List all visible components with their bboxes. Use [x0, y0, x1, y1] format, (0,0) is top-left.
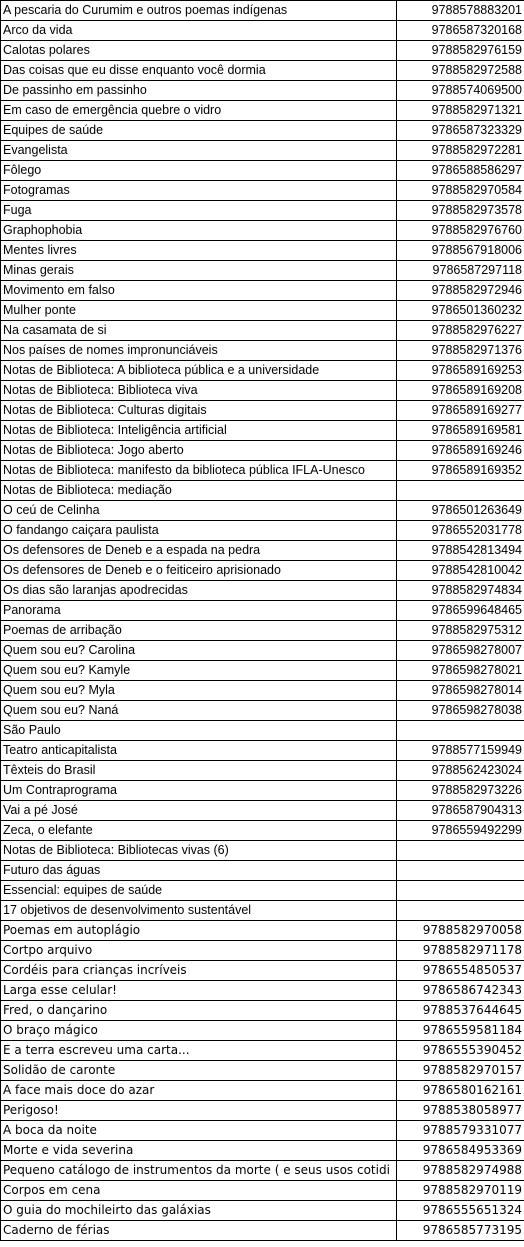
isbn-cell[interactable]: 9788582970119: [397, 1181, 524, 1201]
title-cell[interactable]: Poemas em autoplágio: [1, 921, 397, 941]
title-cell[interactable]: Mentes livres: [1, 241, 397, 261]
table-row: [1, 501, 524, 521]
table-row: [1, 1041, 524, 1061]
table-row: [1, 461, 524, 481]
title-cell[interactable]: Vai a pé José: [1, 801, 397, 821]
isbn-cell[interactable]: 9786587320168: [397, 21, 524, 41]
isbn-cell[interactable]: 9786555390452: [397, 1041, 524, 1061]
table-row: [1, 481, 524, 501]
isbn-cell[interactable]: 9788574069500: [397, 81, 524, 101]
title-cell[interactable]: Calotas polares: [1, 41, 397, 61]
title-cell[interactable]: A boca da noite: [1, 1121, 397, 1141]
title-cell[interactable]: Larga esse celular!: [1, 981, 397, 1001]
isbn-cell[interactable]: 9788582970584: [397, 181, 524, 201]
isbn-cell[interactable]: [397, 481, 524, 501]
isbn-cell[interactable]: 9786588586297: [397, 161, 524, 181]
title-cell[interactable]: Mulher ponte: [1, 301, 397, 321]
title-cell[interactable]: Têxteis do Brasil: [1, 761, 397, 781]
isbn-cell[interactable]: 9788562423024: [397, 761, 524, 781]
isbn-cell[interactable]: 9786589169253: [397, 361, 524, 381]
isbn-cell[interactable]: 9786501360232: [397, 301, 524, 321]
title-cell[interactable]: Zeca, o elefante: [1, 821, 397, 841]
title-cell[interactable]: Movimento em falso: [1, 281, 397, 301]
table-row: [1, 1221, 524, 1241]
title-cell[interactable]: Quem sou eu? Naná: [1, 701, 397, 721]
table-row: [1, 1001, 524, 1021]
table-row: [1, 601, 524, 621]
isbn-cell[interactable]: 9788582973226: [397, 781, 524, 801]
isbn-cell[interactable]: 9788582974834: [397, 581, 524, 601]
table-row: [1, 1181, 524, 1201]
table-row: [1, 901, 524, 921]
table-row: [1, 521, 524, 541]
table-row: [1, 261, 524, 281]
isbn-cell[interactable]: [397, 841, 524, 861]
isbn-cell[interactable]: 9788582970157: [397, 1061, 524, 1081]
title-cell[interactable]: Notas de Biblioteca: Culturas digitais: [1, 401, 397, 421]
table-row: [1, 321, 524, 341]
title-cell[interactable]: Notas de Biblioteca: A biblioteca pública e a universidade: [1, 361, 397, 381]
table-row: [1, 21, 524, 41]
table-row: [1, 761, 524, 781]
isbn-cell[interactable]: 9786598278021: [397, 661, 524, 681]
isbn-cell[interactable]: 9788538058977: [397, 1101, 524, 1121]
table-row: [1, 1, 524, 21]
table-row: [1, 161, 524, 181]
table-row: [1, 341, 524, 361]
isbn-cell[interactable]: 9788542810042: [397, 561, 524, 581]
isbn-cell[interactable]: 9788582971178: [397, 941, 524, 961]
table-row: [1, 221, 524, 241]
table-row: [1, 361, 524, 381]
table-row: [1, 121, 524, 141]
title-cell[interactable]: Quem sou eu? Myla: [1, 681, 397, 701]
isbn-cell[interactable]: 9786552031778: [397, 521, 524, 541]
isbn-cell[interactable]: 9786555651324: [397, 1201, 524, 1221]
isbn-cell[interactable]: [397, 901, 524, 921]
title-cell[interactable]: Na casamata de si: [1, 321, 397, 341]
title-cell[interactable]: A face mais doce do azar: [1, 1081, 397, 1101]
title-cell[interactable]: Graphophobia: [1, 221, 397, 241]
table-row: [1, 421, 524, 441]
table-row: [1, 241, 524, 261]
title-cell[interactable]: Notas de Biblioteca: mediação: [1, 481, 397, 501]
title-cell[interactable]: Notas de Biblioteca: Bibliotecas vivas (6): [1, 841, 397, 861]
table-row: [1, 281, 524, 301]
table-row: [1, 541, 524, 561]
isbn-cell[interactable]: 9788582976760: [397, 221, 524, 241]
table-row: [1, 821, 524, 841]
title-cell[interactable]: Morte e vida severina: [1, 1141, 397, 1161]
table-row: [1, 581, 524, 601]
title-cell[interactable]: Quem sou eu? Carolina: [1, 641, 397, 661]
isbn-cell[interactable]: 9786587323329: [397, 121, 524, 141]
table-row: [1, 721, 524, 741]
isbn-cell[interactable]: 9788582972588: [397, 61, 524, 81]
isbn-cell[interactable]: 9786559581184: [397, 1021, 524, 1041]
table-row: [1, 1141, 524, 1161]
isbn-cell[interactable]: 9786587904313: [397, 801, 524, 821]
isbn-cell[interactable]: 9788582975312: [397, 621, 524, 641]
title-cell[interactable]: Fred, o dançarino: [1, 1001, 397, 1021]
table-row: [1, 1101, 524, 1121]
table-row: [1, 681, 524, 701]
isbn-cell[interactable]: 9786554850537: [397, 961, 524, 981]
isbn-cell[interactable]: 9788537644645: [397, 1001, 524, 1021]
title-cell[interactable]: São Paulo: [1, 721, 397, 741]
isbn-cell[interactable]: 9788582971321: [397, 101, 524, 121]
isbn-cell[interactable]: 9786589169246: [397, 441, 524, 461]
table-body: [1, 1, 524, 1241]
title-cell[interactable]: Notas de Biblioteca: Biblioteca viva: [1, 381, 397, 401]
isbn-cell[interactable]: 9786589169352: [397, 461, 524, 481]
title-cell[interactable]: Equipes de saúde: [1, 121, 397, 141]
title-cell[interactable]: Notas de Biblioteca: Jogo aberto: [1, 441, 397, 461]
isbn-cell[interactable]: 9786598278038: [397, 701, 524, 721]
isbn-cell[interactable]: 9788567918006: [397, 241, 524, 261]
title-cell[interactable]: A pescaria do Curumim e outros poemas indígenas: [1, 1, 397, 21]
isbn-cell[interactable]: 9786589169277: [397, 401, 524, 421]
isbn-cell[interactable]: 9786580162161: [397, 1081, 524, 1101]
table-row: [1, 1061, 524, 1081]
title-cell[interactable]: De passinho em passinho: [1, 81, 397, 101]
table-row: [1, 1161, 524, 1181]
title-cell[interactable]: Os defensores de Deneb e a espada na pedra: [1, 541, 397, 561]
title-cell[interactable]: Os dias são laranjas apodrecidas: [1, 581, 397, 601]
isbn-cell[interactable]: 9788582973578: [397, 201, 524, 221]
isbn-cell[interactable]: 9788582971376: [397, 341, 524, 361]
isbn-cell[interactable]: 9786599648465: [397, 601, 524, 621]
table-row: [1, 741, 524, 761]
table-row: [1, 141, 524, 161]
table-row: [1, 401, 524, 421]
table-row: [1, 621, 524, 641]
title-cell[interactable]: Um Contraprograma: [1, 781, 397, 801]
table-row: [1, 101, 524, 121]
table-row: [1, 881, 524, 901]
title-cell[interactable]: Minas gerais: [1, 261, 397, 281]
table-row: [1, 561, 524, 581]
table-row: [1, 981, 524, 1001]
isbn-cell[interactable]: 9786598278014: [397, 681, 524, 701]
isbn-cell[interactable]: 9786559492299: [397, 821, 524, 841]
title-cell[interactable]: Essencial: equipes de saúde: [1, 881, 397, 901]
title-cell[interactable]: Fotogramas: [1, 181, 397, 201]
table-row: [1, 841, 524, 861]
title-cell[interactable]: Fôlego: [1, 161, 397, 181]
isbn-cell[interactable]: [397, 721, 524, 741]
title-cell[interactable]: Perigoso!: [1, 1101, 397, 1121]
title-cell[interactable]: Cordéis para crianças incríveis: [1, 961, 397, 981]
title-cell[interactable]: Arco da vida: [1, 21, 397, 41]
isbn-cell[interactable]: 9788578883201: [397, 1, 524, 21]
isbn-cell[interactable]: 9788582976227: [397, 321, 524, 341]
table-row: [1, 961, 524, 981]
title-cell[interactable]: O ceú de Celinha: [1, 501, 397, 521]
table-row: [1, 61, 524, 81]
table-row: [1, 1121, 524, 1141]
isbn-cell[interactable]: 9786586742343: [397, 981, 524, 1001]
table-row: [1, 201, 524, 221]
table-row: [1, 801, 524, 821]
table-row: [1, 661, 524, 681]
title-cell[interactable]: Corpos em cena: [1, 1181, 397, 1201]
title-cell[interactable]: Quem sou eu? Kamyle: [1, 661, 397, 681]
isbn-cell[interactable]: 9788542813494: [397, 541, 524, 561]
title-cell[interactable]: O guia do mochileirto das galáxias: [1, 1201, 397, 1221]
isbn-cell[interactable]: [397, 881, 524, 901]
table-row: [1, 921, 524, 941]
title-cell[interactable]: Panorama: [1, 601, 397, 621]
isbn-cell[interactable]: 9786589169208: [397, 381, 524, 401]
title-cell[interactable]: Pequeno catálogo de instrumentos da morte ( e seus usos cotidi: [1, 1161, 397, 1181]
table-row: [1, 441, 524, 461]
table-row: [1, 1081, 524, 1101]
isbn-cell[interactable]: 9786501263649: [397, 501, 524, 521]
isbn-cell[interactable]: 9788582970058: [397, 921, 524, 941]
title-cell[interactable]: Teatro anticapitalista: [1, 741, 397, 761]
table-row: [1, 381, 524, 401]
table-row: [1, 1021, 524, 1041]
title-cell[interactable]: Em caso de emergência quebre o vidro: [1, 101, 397, 121]
isbn-cell[interactable]: 9788579331077: [397, 1121, 524, 1141]
title-cell[interactable]: O fandango caiçara paulista: [1, 521, 397, 541]
table-row: [1, 1201, 524, 1221]
title-cell[interactable]: Nos países de nomes impronunciáveis: [1, 341, 397, 361]
title-cell[interactable]: O braço mágico: [1, 1021, 397, 1041]
table-row: [1, 701, 524, 721]
title-cell[interactable]: Futuro das águas: [1, 861, 397, 881]
title-cell[interactable]: Solidão de caronte: [1, 1061, 397, 1081]
isbn-cell[interactable]: 9786589169581: [397, 421, 524, 441]
table-row: [1, 41, 524, 61]
title-cell[interactable]: Os defensores de Deneb e o feiticeiro aprisionado: [1, 561, 397, 581]
title-cell[interactable]: Notas de Biblioteca: Inteligência artificial: [1, 421, 397, 441]
title-cell[interactable]: Notas de Biblioteca: manifesto da biblioteca pública IFLA-Unesco: [1, 461, 397, 481]
title-cell[interactable]: Fuga: [1, 201, 397, 221]
table-row: [1, 301, 524, 321]
table-row: [1, 81, 524, 101]
isbn-cell[interactable]: 9786598278007: [397, 641, 524, 661]
isbn-cell[interactable]: 9788577159949: [397, 741, 524, 761]
title-cell[interactable]: E a terra escreveu uma carta...: [1, 1041, 397, 1061]
title-cell[interactable]: Poemas de arribação: [1, 621, 397, 641]
table-row: [1, 641, 524, 661]
isbn-cell[interactable]: [397, 861, 524, 881]
table-row: [1, 181, 524, 201]
isbn-cell[interactable]: 9788582976159: [397, 41, 524, 61]
title-cell[interactable]: Evangelista: [1, 141, 397, 161]
table-row: [1, 781, 524, 801]
title-cell[interactable]: Das coisas que eu disse enquanto você dormia: [1, 61, 397, 81]
isbn-cell[interactable]: 9786587297118: [397, 261, 524, 281]
isbn-cell[interactable]: 9788582974988: [397, 1161, 524, 1181]
isbn-cell[interactable]: 9788582972946: [397, 281, 524, 301]
title-cell[interactable]: 17 objetivos de desenvolvimento sustentável: [1, 901, 397, 921]
isbn-cell[interactable]: 9786584953369: [397, 1141, 524, 1161]
isbn-cell[interactable]: 9786585773195: [397, 1221, 524, 1241]
title-cell[interactable]: Cortpo arquivo: [1, 941, 397, 961]
title-cell[interactable]: Caderno de férias: [1, 1221, 397, 1241]
table-row: [1, 861, 524, 881]
isbn-cell[interactable]: 9788582972281: [397, 141, 524, 161]
table-row: [1, 941, 524, 961]
